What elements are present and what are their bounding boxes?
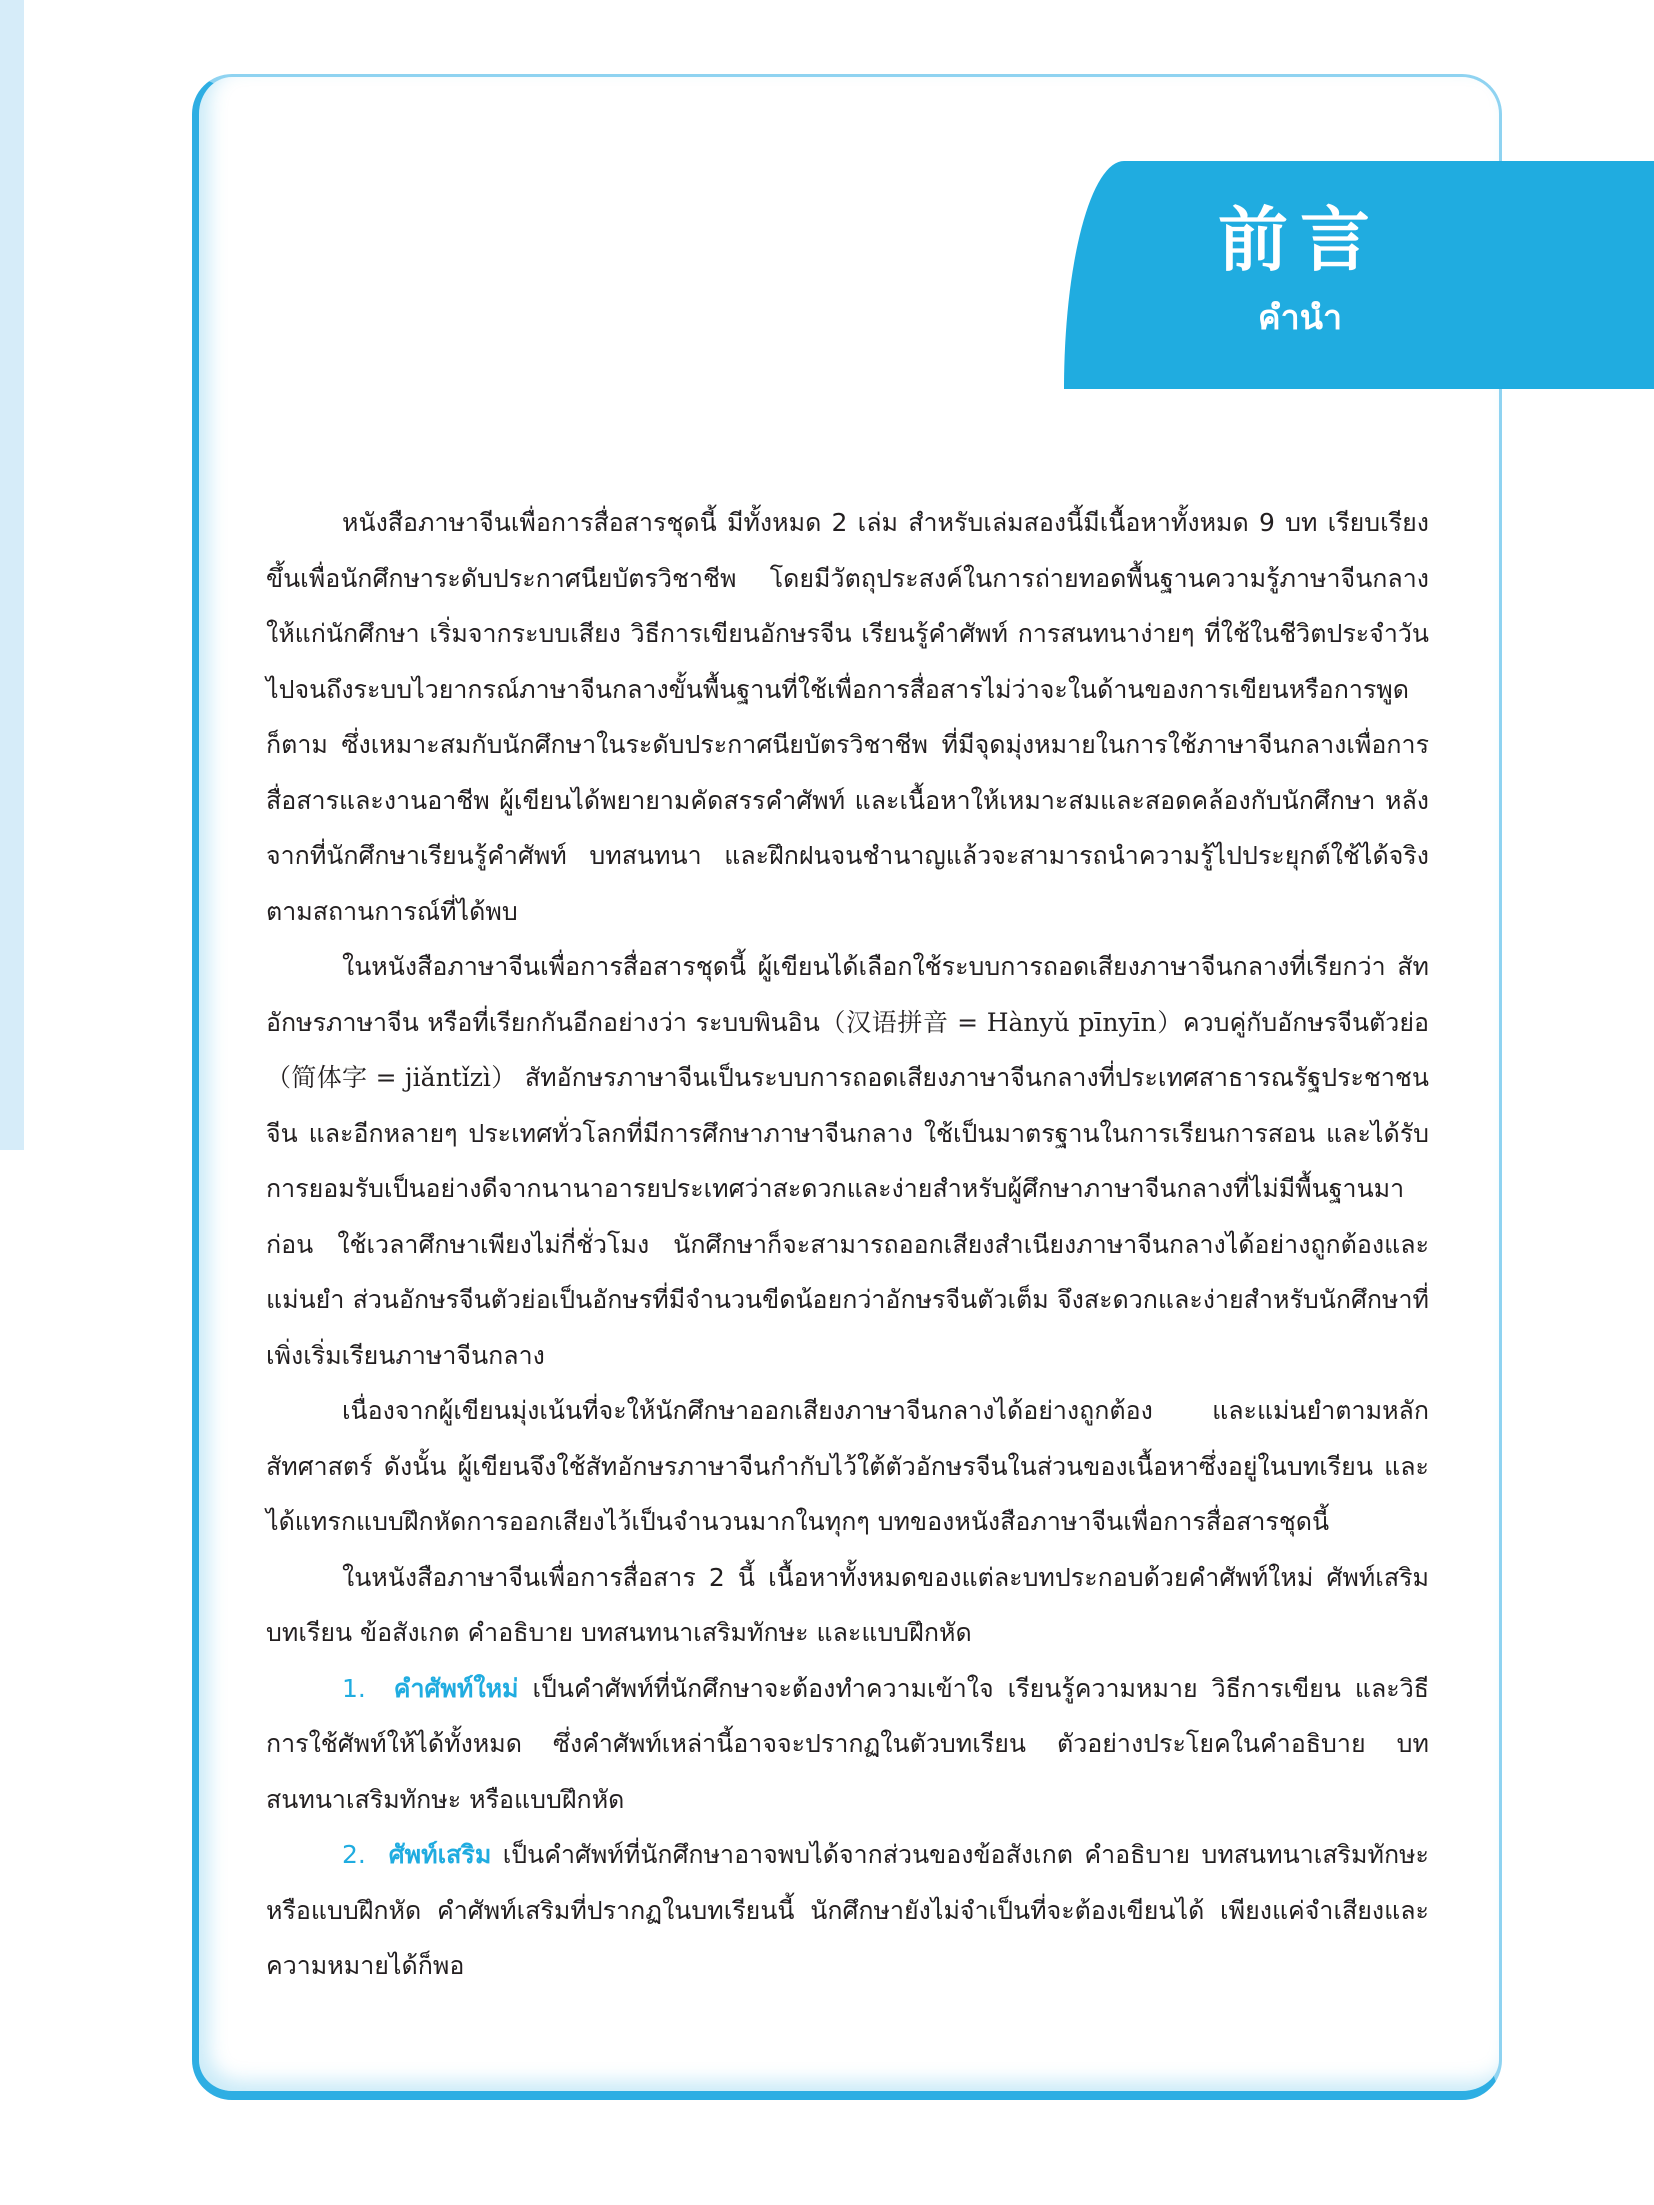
- list-item-2-term: ศัพท์เสริม: [388, 1840, 492, 1869]
- paragraph-2-part-a: ในหนังสือภาษาจีนเพื่อการสื่อสารชุดนี้ ผู้เขียนได้เลือกใช้ระบบการถอดเสียงภาษาจีนกลางที่เรียกว่า สัทอักษรภาษาจีน หรือที่เรียกกันอีกอย่างว่า ระบบพินอิน: [266, 952, 1429, 1037]
- preface-body: [266, 495, 1429, 1994]
- paragraph-3: เนื่องจากผู้เขียนมุ่งเน้นที่จะให้นักศึกษาออกเสียงภาษาจีนกลางได้อย่างถูกต้อง และแม่นยำตามหลักสัทศาสตร์ ดังนั้น ผู้เขียนจึงใช้สัทอักษรภาษาจีนกำกับไว้ใต้ตัวอักษรจีนในส่วนของเนื้อหาซึ่งอยู่ในบทเรียน และได้แทรกแบบฝึกหัดการออกเสียงไว้เป็นจำนวนมากในทุกๆ บทของหนังสือภาษาจีนเพื่อการสื่อสารชุดนี้: [266, 1396, 1429, 1536]
- pinyin-term: （汉语拼音 = Hànyǔ pīnyīn）: [819, 1007, 1183, 1037]
- list-item-2-number: 2.: [342, 1840, 366, 1869]
- paragraph-4: ในหนังสือภาษาจีนเพื่อการสื่อสาร 2 นี้ เนื้อหาทั้งหมดของแต่ละบทประกอบด้วยคำศัพท์ใหม่ ศัพท์เสริม บทเรียน ข้อสังเกต คำอธิบาย บทสนทนาเสริมทักษะ และแบบฝึกหัด: [266, 1562, 1429, 1647]
- list-item-1-text: เป็นคำศัพท์ที่นักศึกษาจะต้องทำความเข้าใจ เรียนรู้ความหมาย วิธีการเขียน และวิธีการใช้ศัพท์ให้ได้ทั้งหมด ซึ่งคำศัพท์เหล่านี้อาจจะปรากฏในตัวบทเรียน ตัวอย่างประโยคในคำอธิบาย บทสนทนาเสริมทักษะ หรือแบบฝึกหัด: [266, 1673, 1429, 1814]
- page-title-thai: คำนำ: [1257, 298, 1343, 338]
- list-item-1-number: 1.: [342, 1673, 366, 1703]
- side-color-strip: [0, 0, 24, 1150]
- paragraph-2-part-b: ควบคู่กับอักษรจีนตัวย่อ: [1182, 1007, 1429, 1037]
- list-item-2: [266, 1827, 1429, 1994]
- simplified-characters-term: （简体字 = jiǎntǐzì）: [266, 1063, 517, 1092]
- list-item-2-text: เป็นคำศัพท์ที่นักศึกษาอาจพบได้จากส่วนของข้อสังเกต คำอธิบาย บทสนทนาเสริมทักษะ หรือแบบฝึกหัด คำศัพท์เสริมที่ปรากฏในบทเรียนนี้ นักศึกษายังไม่จำเป็นที่จะต้องเขียนได้ เพียงแค่จำเสียงและความหมายได้ก็พอ: [266, 1840, 1429, 1980]
- list-item-1: [266, 1661, 1429, 1828]
- list-item-1-term: คำศัพท์ใหม่: [393, 1673, 519, 1703]
- paragraph-2-part-c: สัทอักษรภาษาจีนเป็นระบบการถอดเสียงภาษาจีนกลางที่ประเทศสาธารณรัฐประชาชนจีน และอีกหลายๆ ประเทศทั่วโลกที่มีการศึกษาภาษาจีนกลาง ใช้เป็นมาตรฐานในการเรียนการสอน และได้รับการยอมรับเป็นอย่างดีจากนานาอารยประเทศว่าสะดวกและง่ายสำหรับผู้ศึกษาภาษาจีนกลางที่ไม่มีพื้นฐานมาก่อน ใช้เวลาศึกษาเพียงไม่กี่ชั่วโมง นักศึกษาก็จะสามารถออกเสียงสำเนียงภาษาจีนกลางได้อย่างถูกต้องและแม่นยำ ส่วนอักษรจีนตัวย่อเป็นอักษรที่มีจำนวนขีดน้อยกว่าอักษรจีนตัวเต็ม จึงสะดวกและง่ายสำหรับนักศึกษาที่เพิ่งเริ่มเรียนภาษาจีนกลาง: [266, 1063, 1429, 1370]
- paragraph-1: หนังสือภาษาจีนเพื่อการสื่อสารชุดนี้ มีทั้งหมด 2 เล่ม สำหรับเล่มสองนี้มีเนื้อหาทั้งหมด 9 บท เรียบเรียงขึ้นเพื่อนักศึกษาระดับประกาศนียบัตรวิชาชีพ โดยมีวัตถุประสงค์ในการถ่ายทอดพื้นฐานความรู้ภาษาจีนกลางให้แก่นักศึกษา เริ่มจากระบบเสียง วิธีการเขียนอักษรจีน เรียนรู้คำศัพท์ การสนทนาง่ายๆ ที่ใช้ในชีวิตประจำวัน ไปจนถึงระบบไวยากรณ์ภาษาจีนกลางขั้นพื้นฐานที่ใช้เพื่อการสื่อสารไม่ว่าจะในด้านของการเขียนหรือการพูดก็ตาม ซึ่งเหมาะสมกับนักศึกษาในระดับประกาศนียบัตรวิชาชีพ ที่มีจุดมุ่งหมายในการใช้ภาษาจีนกลางเพื่อการสื่อสารและงานอาชีพ ผู้เขียนได้พยายามคัดสรรคำศัพท์ และเนื้อหาให้เหมาะสมและสอดคล้องกับนักศึกษา หลังจากที่นักศึกษาเรียนรู้คำศัพท์ บทสนทนา และฝึกฝนจนชำนาญแล้วจะสามารถนำความรู้ไปประยุกต์ใช้ได้จริงตามสถานการณ์ที่ได้พบ: [266, 508, 1429, 926]
- paragraph-2: [266, 939, 1429, 1383]
- page-title-chinese: 前言: [1218, 198, 1382, 281]
